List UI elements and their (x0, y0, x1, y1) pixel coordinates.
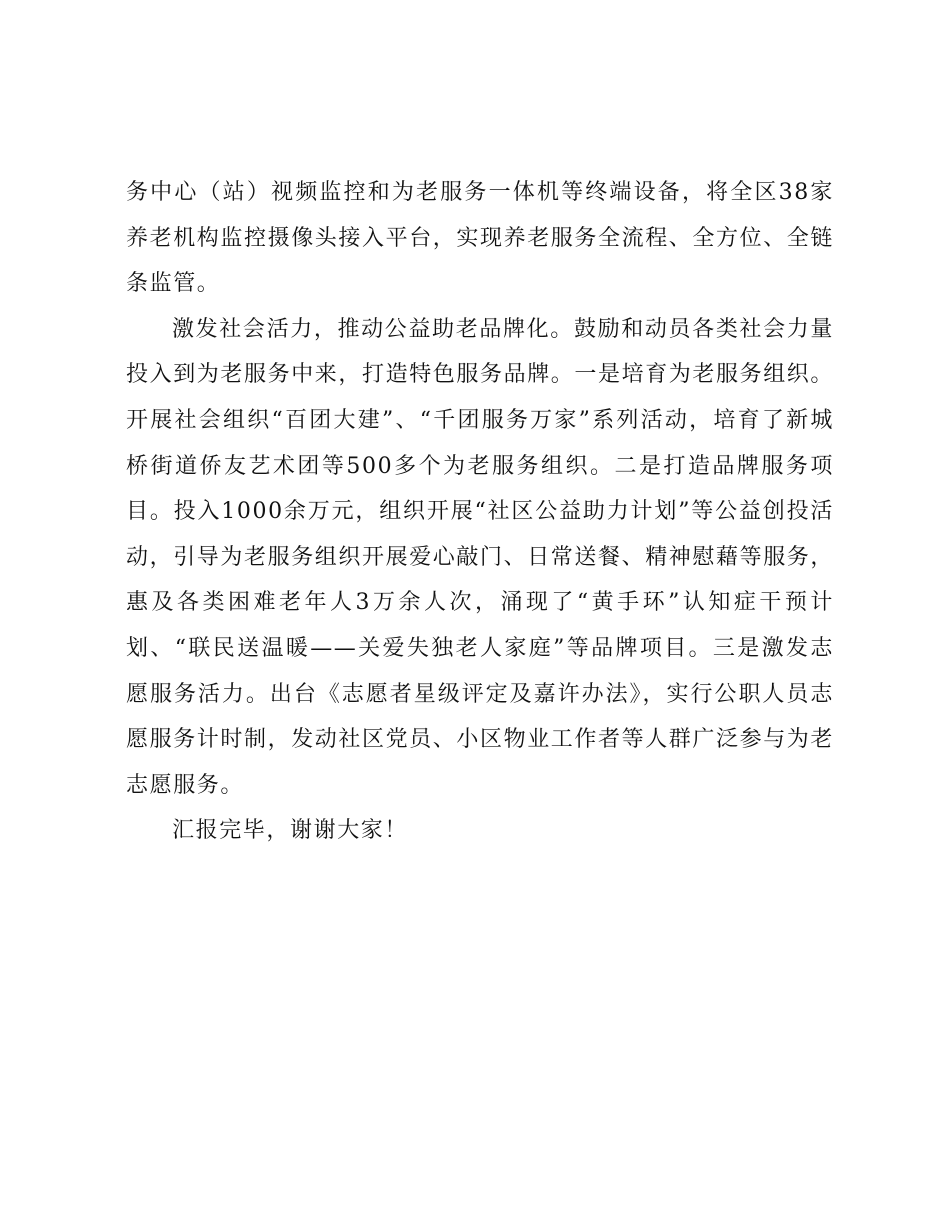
paragraph-closing: 汇报完毕，谢谢大家！ (172, 818, 409, 844)
document-page (126, 170, 834, 854)
paragraph-social-vitality: 激发社会活力，推动公益助老品牌化。鼓励和动员各类社会力量投入到为老服务中来，打造特色服务品牌。一是培育为老服务组织。开展社会组织“百团大建”、“千团服务万家”系列活动，培育了新城桥街道侨友艺术团等500多个为老服务组织。二是打造品牌服务项目。投入1000余万元，组织开展“社区公益助力计划”等公益创投活动，引导为老服务组织开展爱心敲门、日常送餐、精神慰藉等服务，惠及各类困难老年人3万余人次，涌现了“黄手环”认知症干预计划、“联民送温暖——关爱失独老人家庭”等品牌项目。三是激发志愿服务活力。出台《志愿者星级评定及嘉许办法》，实行公职人员志愿服务计时制，发动社区党员、小区物业工作者等人群广泛参与为老志愿服务。 (126, 316, 835, 798)
paragraph-continuation: 务中心（站）视频监控和为老服务一体机等终端设备，将全区38家养老机构监控摄像头接入平台，实现养老服务全流程、全方位、全链条监管。 (126, 180, 835, 297)
